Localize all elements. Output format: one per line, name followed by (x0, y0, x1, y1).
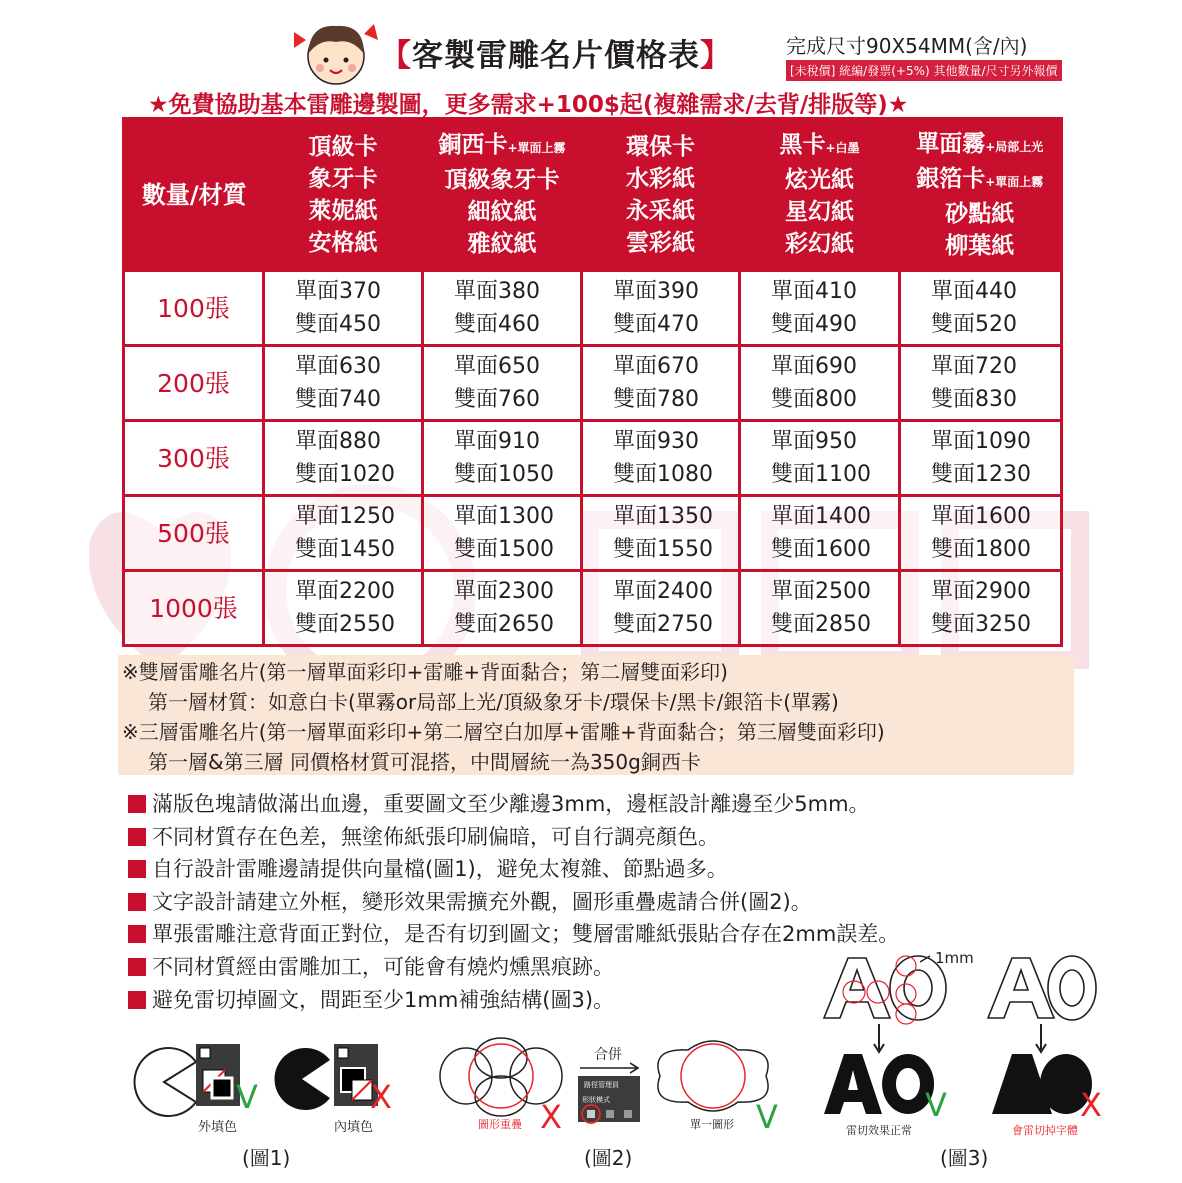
price-cell (264, 496, 423, 571)
fig1-fill-stroke-swatch-icon (196, 1044, 240, 1106)
table-header-row (124, 119, 1062, 271)
double-side-price: 雙面1550 (613, 537, 713, 562)
double-side-price: 雙面2650 (454, 612, 554, 637)
material-name: 單面霧+局部上光 (916, 130, 1044, 157)
material-name: 彩幻紙 (785, 231, 854, 257)
price-cell (740, 421, 900, 496)
price-cell (264, 271, 423, 346)
double-side-price: 雙面740 (295, 387, 381, 412)
pathfinder-panel-subtitle: 形狀模式 (582, 1096, 610, 1104)
price-cell (582, 421, 740, 496)
note-line: ※雙層雷雕名片(第一層單面彩印+雷雕+背面黏合；第二層雙面彩印) (122, 660, 728, 684)
rule-item: 不同材質經由雷雕加工，可能會有燒灼燻黑痕跡。 (128, 951, 899, 984)
table-row (124, 346, 1062, 421)
double-side-price: 雙面1050 (454, 462, 554, 487)
material-name: 炫光紙 (785, 167, 854, 193)
single-side-price: 單面930 (613, 429, 699, 454)
fig3-caption: (圖3) (940, 1146, 989, 1170)
red-square-bullet-icon (128, 893, 146, 911)
material-column-header (740, 119, 900, 271)
single-side-price: 單面410 (771, 279, 857, 304)
fig2-merge-label: 合併 (594, 1047, 622, 1063)
fig3-solid-letters-good (822, 1052, 934, 1116)
material-column-header (423, 119, 582, 271)
material-name: 細紋紙 (467, 199, 537, 225)
single-side-price: 單面380 (454, 279, 540, 304)
double-side-price: 雙面520 (931, 312, 1017, 337)
single-side-price: 單面2200 (295, 579, 395, 604)
fig1-caption: (圖1) (242, 1146, 291, 1170)
price-cell (740, 571, 900, 646)
unite-button-icon (578, 1102, 640, 1128)
price-cell (582, 346, 740, 421)
double-side-price: 雙面470 (613, 312, 699, 337)
free-service-banner: ★免費協助基本雷雕邊製圖，更多需求+100$起(複雜需求/去背/排版等)★ (148, 92, 909, 118)
single-side-price: 單面630 (295, 354, 381, 379)
red-square-bullet-icon (128, 828, 146, 846)
page-title: 【客製雷雕名片價格表】 (380, 38, 732, 74)
single-side-price: 單面650 (454, 354, 540, 379)
red-square-bullet-icon (128, 925, 146, 943)
double-side-price: 雙面1450 (295, 537, 395, 562)
fig2-good-label: 單一圖形 (690, 1118, 734, 1131)
single-side-price: 單面1400 (771, 504, 871, 529)
price-cell (900, 421, 1062, 496)
fig1-bad-label: 內填色 (334, 1120, 374, 1135)
red-square-bullet-icon (128, 991, 146, 1009)
double-side-price: 雙面780 (613, 387, 699, 412)
right-arrow-icon (580, 1062, 640, 1074)
price-cell (423, 346, 582, 421)
price-cell (423, 571, 582, 646)
fig3-bad-x-mark: X (1080, 1086, 1102, 1124)
fig2-bad-x-mark: X (540, 1098, 562, 1136)
single-side-price: 單面880 (295, 429, 381, 454)
material-column-header (582, 119, 740, 271)
red-square-bullet-icon (128, 958, 146, 976)
material-column-header (264, 119, 423, 271)
material-name: 永采紙 (626, 197, 695, 224)
price-cell (740, 496, 900, 571)
fig2-caption: (圖2) (584, 1146, 633, 1170)
fig3-good-label: 雷切效果正常 (846, 1124, 912, 1137)
material-name: 雲彩紙 (626, 229, 695, 256)
rule-item: 單張雷雕注意背面正對位，是否有切到圖文；雙層雷雕紙張貼合存在2mm誤差。 (128, 918, 899, 951)
double-side-price: 雙面1080 (613, 462, 713, 487)
rule-item: 滿版色塊請做滿出血邊，重要圖文至少離邊3mm，邊框設計離邊至少5mm。 (128, 788, 899, 821)
material-name: 水彩紙 (626, 165, 695, 192)
single-side-price: 單面720 (931, 354, 1017, 379)
price-cell (900, 571, 1062, 646)
design-rules-list (128, 788, 899, 1016)
rule-item: 自行設計雷雕邊請提供向量檔(圖1)，避免太複雜、節點過多。 (128, 853, 899, 886)
single-side-price: 單面1350 (613, 504, 713, 529)
double-side-price: 雙面760 (454, 387, 540, 412)
price-cell (423, 271, 582, 346)
tax-note-badge: [未稅價] 統編/發票(+5%) 其他數量/尺寸另外報價 (786, 60, 1062, 81)
material-option-note: +單面上霧 (507, 141, 566, 155)
fig1-pacman-filled-icon (270, 1046, 332, 1112)
double-side-price: 雙面830 (931, 387, 1017, 412)
single-side-price: 單面390 (613, 279, 699, 304)
material-name: 象牙卡 (308, 165, 378, 192)
price-cell (900, 346, 1062, 421)
material-name: 安格紙 (308, 229, 378, 256)
material-name: 黑卡+白墨 (779, 132, 860, 158)
table-row (124, 571, 1062, 646)
material-name: 萊妮紙 (308, 197, 378, 224)
single-side-price: 單面670 (613, 354, 699, 379)
price-cell (264, 421, 423, 496)
single-side-price: 單面910 (454, 429, 540, 454)
double-side-price: 雙面1100 (771, 462, 871, 487)
price-cell (264, 346, 423, 421)
single-side-price: 單面1090 (931, 429, 1031, 454)
price-cell (740, 271, 900, 346)
material-column-header (900, 119, 1062, 271)
material-name: 星幻紙 (785, 199, 854, 225)
double-side-price: 雙面1800 (931, 537, 1031, 562)
note-line: 第一層&第三層 同價格材質可混搭，中間層統一為350g銅西卡 (148, 750, 701, 774)
double-side-price: 雙面450 (295, 312, 381, 337)
price-cell (740, 346, 900, 421)
single-side-price: 單面2300 (454, 579, 554, 604)
single-side-price: 單面1250 (295, 504, 395, 529)
fig3-solid-letters-bad (990, 1052, 1094, 1116)
price-table (122, 117, 1060, 647)
price-cell (582, 271, 740, 346)
pathfinder-panel-title: 路徑管理員 (584, 1081, 619, 1089)
single-side-price: 單面2500 (771, 579, 871, 604)
table-row (124, 271, 1062, 346)
material-option-note: +局部上光 (985, 139, 1044, 154)
price-cell (582, 571, 740, 646)
single-side-price: 單面950 (771, 429, 857, 454)
fig2-bad-label: 圖形重疊 (478, 1118, 522, 1131)
double-side-price: 雙面460 (454, 312, 540, 337)
price-cell (423, 496, 582, 571)
rule-item: 避免雷切掉圖文，間距至少1mm補強結構(圖3)。 (128, 984, 899, 1017)
fig1-good-check-mark: V (236, 1078, 258, 1116)
material-name: 頂級象牙卡 (444, 167, 560, 193)
double-side-price: 雙面2550 (295, 612, 395, 637)
double-side-price: 雙面1230 (931, 462, 1031, 487)
quantity-cell: 200張 (124, 346, 264, 421)
single-side-price: 單面440 (931, 279, 1017, 304)
down-arrow-icon (1034, 1024, 1048, 1054)
fig1-pacman-outline-icon (128, 1046, 200, 1118)
rule-item: 不同材質存在色差，無塗佈紙張印刷偏暗，可自行調亮顏色。 (128, 821, 899, 854)
single-side-price: 單面370 (295, 279, 381, 304)
price-cell (264, 571, 423, 646)
quantity-cell: 500張 (124, 496, 264, 571)
material-name: 環保卡 (626, 133, 695, 160)
single-side-price: 單面1300 (454, 504, 554, 529)
double-side-price: 雙面800 (771, 387, 857, 412)
table-corner-header: 數量/材質 (124, 119, 264, 271)
rule-item: 文字設計請建立外框，變形效果需擴充外觀，圖形重疊處請合併(圖2)。 (128, 886, 899, 919)
single-side-price: 單面2400 (613, 579, 713, 604)
double-side-price: 雙面1500 (454, 537, 554, 562)
material-name: 銅西卡+單面上霧 (438, 132, 566, 158)
price-cell (423, 421, 582, 496)
material-name: 砂點紙 (945, 200, 1015, 227)
material-option-note: +白墨 (825, 141, 860, 155)
double-side-price: 雙面490 (771, 312, 857, 337)
material-name: 銀箔卡+單面上霧 (916, 165, 1044, 192)
layered-card-notes (118, 655, 1074, 775)
girl-mascot-icon (286, 12, 386, 88)
double-side-price: 雙面1600 (771, 537, 871, 562)
table-row (124, 421, 1062, 496)
red-square-bullet-icon (128, 860, 146, 878)
fig3-good-check-mark: V (925, 1086, 947, 1124)
table-row (124, 496, 1062, 571)
red-square-bullet-icon (128, 795, 146, 813)
single-side-price: 單面690 (771, 354, 857, 379)
double-side-price: 雙面2750 (613, 612, 713, 637)
note-line: 第一層材質：如意白卡(單霧or局部上光/頂級象牙卡/環保卡/黑卡/銀箔卡(單霧) (148, 690, 839, 714)
material-name: 雅紋紙 (467, 231, 537, 257)
size-note: 完成尺寸90X54MM(含/內) (786, 34, 1028, 58)
single-side-price: 單面2900 (931, 579, 1031, 604)
quantity-cell: 300張 (124, 421, 264, 496)
double-side-price: 雙面1020 (295, 462, 395, 487)
material-name: 頂級卡 (308, 133, 378, 160)
quantity-cell: 1000張 (124, 571, 264, 646)
down-arrow-icon (872, 1024, 886, 1054)
fig3-dimension-label: 1mm (935, 949, 974, 967)
single-side-price: 單面1600 (931, 504, 1031, 529)
fig1-good-label: 外填色 (198, 1120, 238, 1135)
material-option-note: +單面上霧 (985, 174, 1044, 189)
double-side-price: 雙面2850 (771, 612, 871, 637)
price-cell (582, 496, 740, 571)
double-side-price: 雙面3250 (931, 612, 1031, 637)
quantity-cell: 100張 (124, 271, 264, 346)
note-line: ※三層雷雕名片(第一層單面彩印+第二層空白加厚+雷雕+背面黏合；第三層雙面彩印) (122, 720, 885, 744)
price-cell (900, 271, 1062, 346)
fig3-bad-label: 會雷切掉字體 (1012, 1124, 1078, 1137)
fig1-bad-x-mark: X (370, 1078, 392, 1116)
price-cell (900, 496, 1062, 571)
material-name: 柳葉紙 (945, 232, 1015, 259)
fig2-good-check-mark: V (756, 1098, 778, 1136)
